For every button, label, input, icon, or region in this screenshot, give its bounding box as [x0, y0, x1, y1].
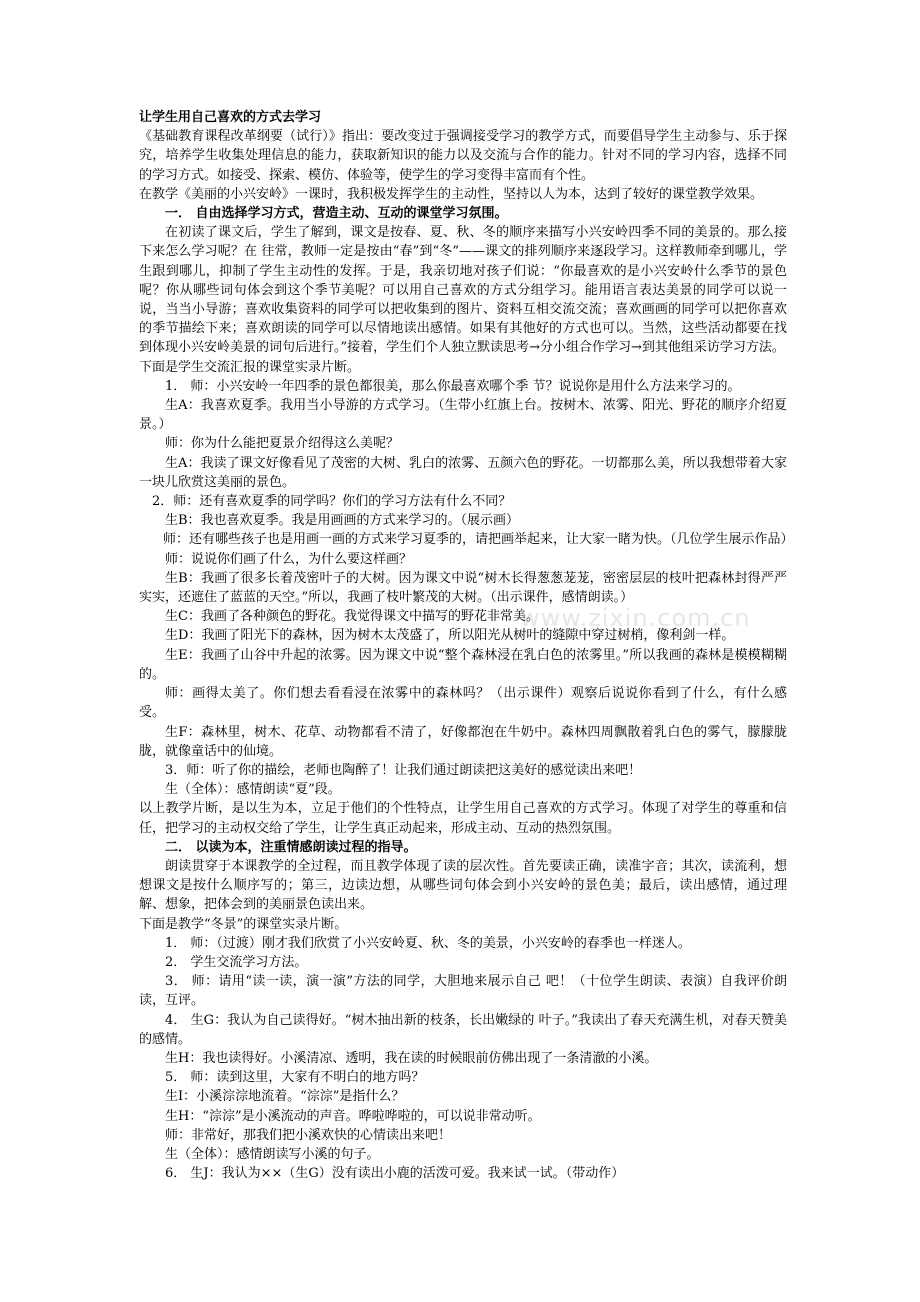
paragraph: 生H：“淙淙”是小溪流动的声音。哗啦哗啦的，可以说非常动听。 — [165, 1108, 541, 1124]
paragraph: 生I：小溪淙淙地流着。“淙淙”是指什么？ — [165, 1089, 405, 1105]
paragraph: 师：画得太美了。你们想去看看浸在浓雾中的森林吗？（出示课件）观察后说说你看到了什么，有什么感受。 — [139, 686, 787, 721]
paragraph: 在初读了课文后，学生了解到，课文是按春、夏、秋、冬的顺序来描写小兴安岭四季不同的美景的。那么接下来怎么学习呢？在 往常，教师一定是按由“春”到“冬”——课文的排列顺序来逐段学习。这样教师牵到哪儿，学生跟到哪儿，抑制了学生主动性的发挥。于是，我亲切地对孩子们说：“你最喜欢的是小兴安岭什么季节的景色呢？你从哪些词句体会到这个季节美呢？可以用自己喜欢的方式分组学习。能用语言表达美景的同学可以说一说，当当小导游；喜欢收集资料的同学可以把收集到的图片、资料互相交流交流；喜欢画画的同学可以把你喜欢的季节描绘下来；喜欢朗读的同学可以尽情地读出感情。如果有其他好的方式也可以。当然，这些活动都要在找到体现小兴安岭美景的词句后进行。”接着，学生们个人独立默读思考→分小组合作学习→到其他组采访学习方法。 — [139, 225, 787, 356]
section-heading: 一． 自由选择学习方式，营造主动、互动的课堂学习氛围。 — [165, 206, 508, 222]
paragraph: 生B：我也喜欢夏季。我是用画画的方式来学习的。（展示画） — [165, 513, 520, 529]
paragraph: 以上教学片断，是以生为本，立足于他们的个性特点，让学生用自己喜欢的方式学习。体现了对学生的尊重和信任，把学习的主动权交给了学生，让学生真正动起来，形成主动、互动的热烈氛围。 — [139, 801, 787, 836]
paragraph: 1． 师：小兴安岭一年四季的景色都很美，那么你最喜欢哪个季 节？说说你是用什么方法来学习的。 — [165, 378, 741, 394]
paragraph: 生（全体）：感情朗读写小溪的句子。 — [165, 1146, 380, 1162]
paragraph: 1． 师：（过渡）刚才我们欣赏了小兴安岭夏、秋、冬的美景，小兴安岭的春季也一样迷人。 — [165, 935, 691, 951]
watermark: www.zixin.com.cn — [520, 604, 751, 632]
paragraph: 生A：我读了课文好像看见了茂密的大树、乳白的浓雾、五颜六色的野花。一切都那么美，所以我想带着大家一块儿欣赏这美丽的景色。 — [139, 455, 787, 490]
document-title: 让学生用自己喜欢的方式去学习 — [139, 110, 322, 125]
section-heading: 二． 以读为本，注重情感朗读过程的指导。 — [165, 839, 417, 855]
paragraph: 生B：我画了很多长着茂密叶子的大树。因为课文中说“树木长得葱葱茏茏，密密层层的枝叶把森林封得严严实实，还遮住了蓝蓝的天空。”所以，我画了枝叶繁茂的大树。（出示课件，感情朗读。） — [139, 570, 787, 606]
paragraph: 5． 师：读到这里，大家有不明白的地方吗？ — [165, 1070, 425, 1086]
paragraph: 生E：我画了山谷中升起的浓雾。因为课文中说“整个森林浸在乳白色的浓雾里。”所以我画的森林是模模糊糊的。 — [139, 647, 787, 682]
paragraph: 师：说说你们画了什么，为什么要这样画？ — [165, 551, 413, 567]
paragraph: 4． 生G：我认为自己读得好。“树木抽出新的枝条，长出嫩绿的 叶子。”我读出了春天充满生机，对春天赞美的感情。 — [139, 1012, 787, 1047]
paragraph: 师：你为什么能把夏景介绍得这么美呢？ — [165, 436, 400, 452]
paragraph: 3．师：听了你的描绘，老师也陶醉了！让我们通过朗读把这美好的感觉读出来吧！ — [165, 762, 642, 778]
document-page — [139, 108, 794, 1183]
paragraph: 3． 师：请用“读一读，演一演”方法的同学，大胆地来展示自己 吧！（十位学生朗读、表演）自我评价朗读，互评。 — [139, 974, 787, 1009]
paragraph: 生D：我画了阳光下的森林，因为树木太茂盛了，所以阳光从树叶的缝隙中穿过树梢，像利剑一样。 — [165, 628, 735, 644]
paragraph: 《基础教育课程改革纲要（试行）》指出：要改变过于强调接受学习的教学方式，而要倡导学生主动参与、乐于探究，培养学生收集处理信息的能力，获取新知识的能力以及交流与合作的能力。针对不同的学习内容，选择不同的学习方式。如接受、探索、模仿、体验等，使学生的学习变得丰富而有个性。 — [139, 129, 787, 183]
paragraph: 师：还有哪些孩子也是用画一画的方式来学习夏季的，请把画举起来，让大家一睹为快。（几位学生展示作品） — [163, 532, 794, 548]
paragraph: 师：非常好，那我们把小溪欢快的心情读出来吧！ — [165, 1127, 452, 1143]
paragraph: 在教学《美丽的小兴安岭》一课时，我积极发挥学生的主动性，坚持以人为本，达到了较好的课堂教学效果。 — [139, 186, 764, 202]
paragraph: 6． 生J：我认为××（生G）没有读出小鹿的活泼可爱。我来试一试。（带动作） — [165, 1166, 625, 1182]
paragraph: 生H：我也读得好。小溪清凉、透明，我在读的时候眼前仿佛出现了一条清澈的小溪。 — [165, 1050, 658, 1066]
paragraph: 生（全体）：感情朗读“夏”段。 — [165, 782, 341, 798]
paragraph: 2．师：还有喜欢夏季的同学吗？你们的学习方法有什么不同？ — [152, 494, 512, 510]
paragraph: 生F：森林里，树木、花草、动物都看不清了，好像都泡在牛奶中。森林四周飘散着乳白色的雾气，朦朦胧胧，就像童话中的仙境。 — [139, 724, 787, 759]
paragraph: 2． 学生交流学习方法。 — [165, 954, 308, 970]
paragraph: 生C：我画了各种颜色的野花。我觉得课文中描写的野花非常美。 — [165, 609, 539, 625]
paragraph: 下面是学生交流汇报的课堂实录片断。 — [139, 359, 361, 375]
paragraph: 下面是教学“冬景”的课堂实录片断。 — [139, 916, 348, 932]
paragraph: 朗读贯穿于本课教学的全过程，而且教学体现了读的层次性。首先要读正确，读准字音；其次，读流利，想想课文是按什么顺序写的；第三，边读边想，从哪些词句体会到小兴安岭的景色美；最后，读出感情，通过理解、想象，把体会到的美丽景色读出来。 — [139, 858, 787, 913]
paragraph: 生A：我喜欢夏季。我用当小导游的方式学习。（生带小红旗上台。按树木、浓雾、阳光、野花的顺序介绍夏景。） — [139, 398, 787, 433]
